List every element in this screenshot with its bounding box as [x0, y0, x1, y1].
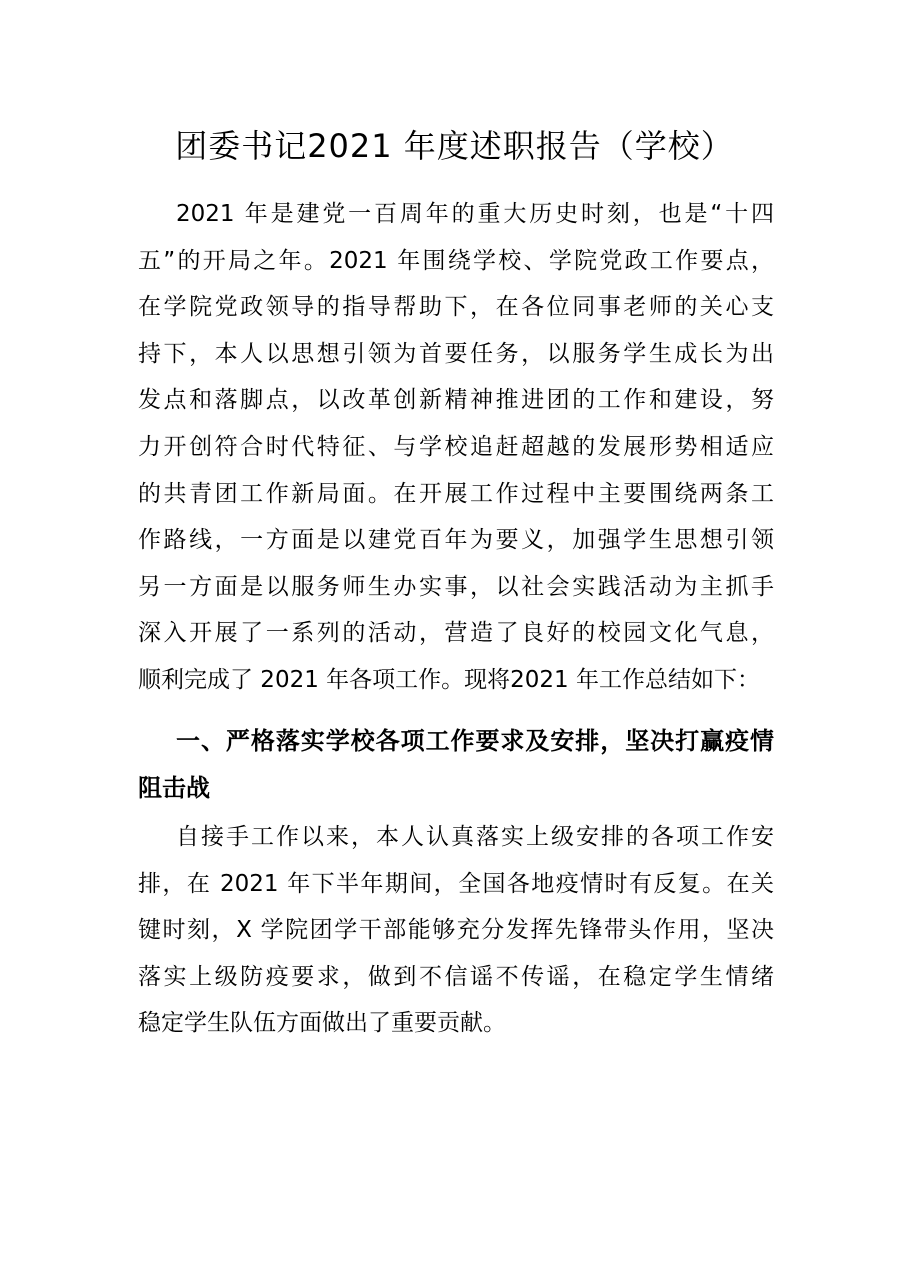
- paragraph-line: 落实上级防疫要求，做到不信谣不传谣，在稳定学生情绪: [138, 963, 774, 990]
- heading-line: 阻击战: [138, 773, 210, 802]
- paragraph-epidemic: [138, 814, 774, 1047]
- document-title: 团委书记2021 年度述职报告（学校）: [175, 127, 734, 165]
- paragraph-line: 作路线，一方面是以建党百年为要义，加强学生思想引领: [138, 527, 774, 554]
- paragraph-line: 在学院党政领导的指导帮助下，在各位同事老师的关心支: [138, 294, 774, 321]
- paragraph-line: 另一方面是以服务师生办实事，以社会实践活动为主抓手: [138, 573, 774, 600]
- paragraph-line: 顺利完成了 2021 年各项工作。现将2021 年工作总结如下：: [138, 666, 760, 693]
- paragraph-intro: [138, 191, 774, 704]
- paragraph-line: 2021 年是建党一百周年的重大历史时刻，也是“十四: [176, 201, 774, 227]
- paragraph-line: 发点和落脚点，以改革创新精神推进团的工作和建设，努: [138, 387, 774, 414]
- paragraph-line: 稳定学生队伍方面做出了重要贡献。: [138, 1010, 506, 1037]
- paragraph-line: 力开创符合时代特征、与学校追赶超越的发展形势相适应: [138, 433, 774, 460]
- paragraph-line: 持下，本人以思想引领为首要任务，以服务学生成长为出: [138, 340, 774, 367]
- paragraph-line: 自接手工作以来，本人认真落实上级安排的各项工作安: [176, 824, 774, 850]
- paragraph-line: 键时刻，X 学院团学干部能够充分发挥先锋带头作用，坚决: [138, 917, 774, 944]
- paragraph-line: 排，在 2021 年下半年期间，全国各地疫情时有反复。在关: [138, 870, 774, 897]
- paragraph-line: 五”的开局之年。2021 年围绕学校、学院党政工作要点，: [138, 247, 774, 274]
- heading-line: 一、严格落实学校各项工作要求及安排，坚决打赢疫情: [176, 727, 774, 755]
- section-heading: [138, 718, 774, 811]
- paragraph-line: 的共青团工作新局面。在开展工作过程中主要围绕两条工: [138, 480, 774, 507]
- paragraph-line: 深入开展了一系列的活动，营造了良好的校园文化气息，: [138, 620, 774, 647]
